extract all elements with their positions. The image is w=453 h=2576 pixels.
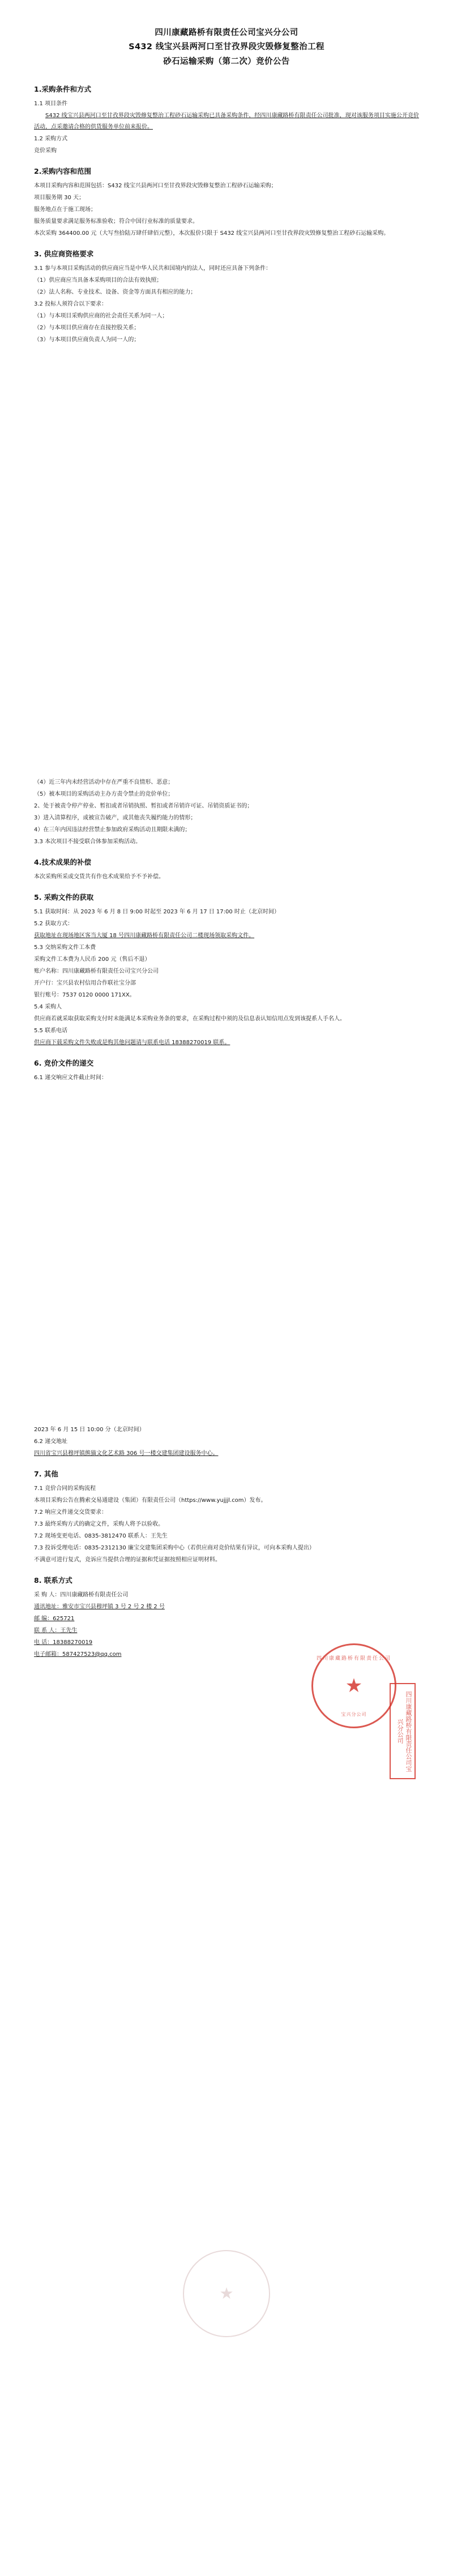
section-body-3: [34, 263, 419, 346]
paragraph: 本项目采购内容和范围包括：S432 线宝兴县两河口至甘孜界段灾毁修复整治工程砂石运输采购；: [34, 183, 277, 190]
company-seal-stamp: [311, 1643, 396, 1728]
document-sheet-3: [0, 1374, 453, 2025]
section-heading-7: 7. 其他: [34, 1470, 58, 1478]
paragraph: 本次采购 364400.00 元（大写叁拾陆万肆仟肆佰元整），本次报价只限于 S432 线宝兴县两河口至甘孜界段灾毁修复整治工程砂石运输采购。: [34, 230, 390, 237]
paragraph: 项目服务期 30 天；: [34, 195, 85, 201]
seal-top-text: 四川康藏路桥有限责任公司: [316, 1656, 391, 1661]
paragraph: 5.2 获取方式：: [34, 921, 74, 927]
paragraph: 6.1 递交响应文件截止时间：: [34, 1075, 108, 1081]
signature-area: [34, 1656, 419, 1772]
paragraph: 服务地点在于施工现场；: [34, 207, 96, 213]
paragraph: 开户行：宝兴县农村信用合作联社宝分部: [34, 980, 136, 986]
paragraph: 2023 年 6 月 15 日 10:00 分（北京时间）: [34, 1427, 145, 1433]
section-body-6b: [34, 1424, 419, 1459]
section-heading-4: 4.技术成果的补偿: [34, 858, 91, 866]
paragraph: 3）进入清算程序，或被宣告破产，或其他丧失履约能力的情形；: [34, 815, 196, 821]
paragraph: 7.2 现场变更电话、0835-3812470 联系人：王先生: [34, 1533, 168, 1539]
section-body-6: [34, 1072, 419, 1084]
paragraph: 服务质量要求满足服务标准验收；符合中国行业标准的质量要求。: [34, 218, 198, 225]
page-separator: [0, 719, 453, 727]
paragraph: 供应商若就采取获取采购支付时未能满足本采购业务条的要求，在采购过程中须的及信息表认知信用点发到该提系人手名人。: [34, 1016, 345, 1022]
paragraph: （3）与本项目供应商负责人为同一人的；: [34, 337, 140, 344]
paragraph: 获取地址在现场地区客当大厦 18 号四川康藏路桥有限责任公司二楼现场领取采购文件。: [34, 933, 255, 939]
section-heading-3: 3. 供应商资格要求: [34, 250, 94, 259]
paragraph: 3.1 参与本项目采购活动的供应商应当是中华人民共和国境内的法人，同时还应具备下列条件：: [34, 265, 272, 272]
paragraph: 2、处于被责令停产停业、暂扣或者吊销执照、暂扣或者吊销许可证、吊销资质证书的；: [34, 803, 253, 809]
seal-bottom-text: 宝兴分公司: [341, 1712, 367, 1717]
paragraph: （1）供应商应当具备本采购项目的合法有效执照；: [34, 277, 163, 284]
paragraph: 邮 编：625721: [34, 1616, 75, 1622]
paragraph: 四川省宝兴县穆坪镇熊猫文化艺术路 306 号一楼交建集团建设服务中心。: [34, 1450, 219, 1457]
paragraph: 采 购 人：四川康藏路桥有限责任公司: [34, 1592, 129, 1598]
paragraph: 1.2 采购方式: [34, 136, 68, 143]
paragraph: 7.3 最终采购方式的确定文件，采购人将予以验收。: [34, 1521, 164, 1527]
paragraph: 采购文件工本费为人民币 200 元（售后不退）: [34, 956, 151, 963]
paragraph: 本项目采购公告在腾索交易通建设（集团）有限责任公司（https://www.yujjjl.com）发布。: [34, 1497, 267, 1504]
section-body-4: [34, 871, 419, 883]
paragraph: 3.3 本次项目不接受联合体参加采购活动。: [34, 839, 142, 845]
paragraph: 5.1 获取时间：从 2023 年 6 月 8 日 9:00 时起至 2023 年 6 月 17 日 17:00 时止（北京时间）: [34, 909, 280, 915]
section-heading-2: 2.采购内容和范围: [34, 167, 91, 176]
paragraph: 账户名称：四川康藏路桥有限责任公司宝兴分公司: [34, 968, 159, 974]
paragraph: 7.3 投诉受理电话：0835-2312130 廉宝交建集团采购中心（若供应商对竞价结果有异议，可向本采购人提出）: [34, 1545, 315, 1551]
paragraph: 银行账号：7537 0120 0000 171XX。: [34, 992, 135, 998]
document-sheet-1: [0, 0, 453, 719]
paragraph: 电子邮箱：587427523@qq.com: [34, 1651, 122, 1658]
paragraph: 供应商下载采购文件失败或是购其他问题请与联系电话 18388270019 联系。: [34, 1040, 230, 1046]
section-body-5: [34, 907, 419, 1049]
paragraph: 不满意可进行复式，竞诉应当提供合理的证据和凭证据按照相应证明材料。: [34, 1557, 221, 1563]
paragraph: 联 系 人：王先生: [34, 1628, 78, 1634]
paragraph: S432 线宝兴县两河口至甘孜界段灾毁修复整治工程砂石运输采购已具备采购条件，经四川康藏路桥有限责任公司批准，现对该服务项目实施公开竞价活动，点采邀请合格的供货服务单位前来报价。: [34, 113, 419, 131]
page-separator: [0, 1366, 453, 1374]
paragraph: （5）被本项目的采购活动主办方责令禁止的竞价单位；: [34, 791, 174, 797]
section-heading-8: 8. 联系方式: [34, 1576, 72, 1585]
section-body-1: [34, 98, 419, 157]
document-sheet-4: [0, 2033, 453, 2576]
document-sheet-2: [0, 727, 453, 1366]
company-side-stamp: 四川康藏路桥有限责任公司宝兴分公司: [390, 1683, 416, 1779]
section-body-3b: [34, 777, 419, 848]
paragraph: 竞价采购: [34, 148, 57, 154]
paragraph: 5.4 采购人: [34, 1004, 62, 1010]
paragraph: 7.2 响应文件递交交货要求：: [34, 1509, 108, 1515]
section-body-2: [34, 181, 419, 239]
paragraph: 6.2 递交地址: [34, 1439, 68, 1445]
title-line-3: 砂石运输采购（第二次）竞价公告: [163, 57, 290, 66]
paragraph: 5.3 交纳采购文件工本费: [34, 944, 96, 951]
section-heading-6: 6. 竞价文件的递交: [34, 1059, 94, 1067]
paragraph: 本次采购所采或交货共有作也术成果给予不予补偿。: [34, 874, 164, 880]
paragraph: （1）与本项目采购供应商的社会责任关系为同一人；: [34, 313, 168, 320]
seal-star-icon: ★: [345, 1675, 363, 1697]
section-heading-5: 5. 采购文件的获取: [34, 893, 94, 901]
section-heading-1: 1.采购条件和方式: [34, 85, 91, 94]
title-line-1: 四川康藏路桥有限责任公司宝兴分公司: [155, 28, 298, 37]
paragraph: （4）近三年内未经营活动中存在严重不良情形、恶意；: [34, 779, 174, 785]
page-separator: [0, 2025, 453, 2033]
paragraph: 7.1 竞价合同的采购流程: [34, 1486, 96, 1492]
title-line-2: S432 线宝兴县两河口至甘孜界段灾毁修复整治工程: [129, 42, 324, 52]
paragraph: 1.1 项目条件: [34, 101, 68, 108]
paragraph: 3.2 投标人须符合以下要求：: [34, 301, 108, 308]
paragraph: 5.5 联系电话: [34, 1028, 68, 1034]
paragraph: （2）法人名称、专业技术、设备、资金等方面具有相应的能力；: [34, 289, 196, 296]
section-body-7: [34, 1483, 419, 1566]
paragraph: 4）在三年内因违法经营禁止参加政府采购活动且期限未满的；: [34, 827, 191, 833]
paragraph: 通讯地址：雅安市宝兴县穆坪镇 3 号 2 号 2 楼 2 号: [34, 1604, 165, 1610]
watermark-seal-icon: ★: [183, 2250, 270, 2337]
paragraph: （2）与本项目供应商存在直接控股关系；: [34, 325, 140, 332]
document-title: [34, 26, 419, 69]
paragraph: 电 话：18388270019: [34, 1639, 93, 1646]
